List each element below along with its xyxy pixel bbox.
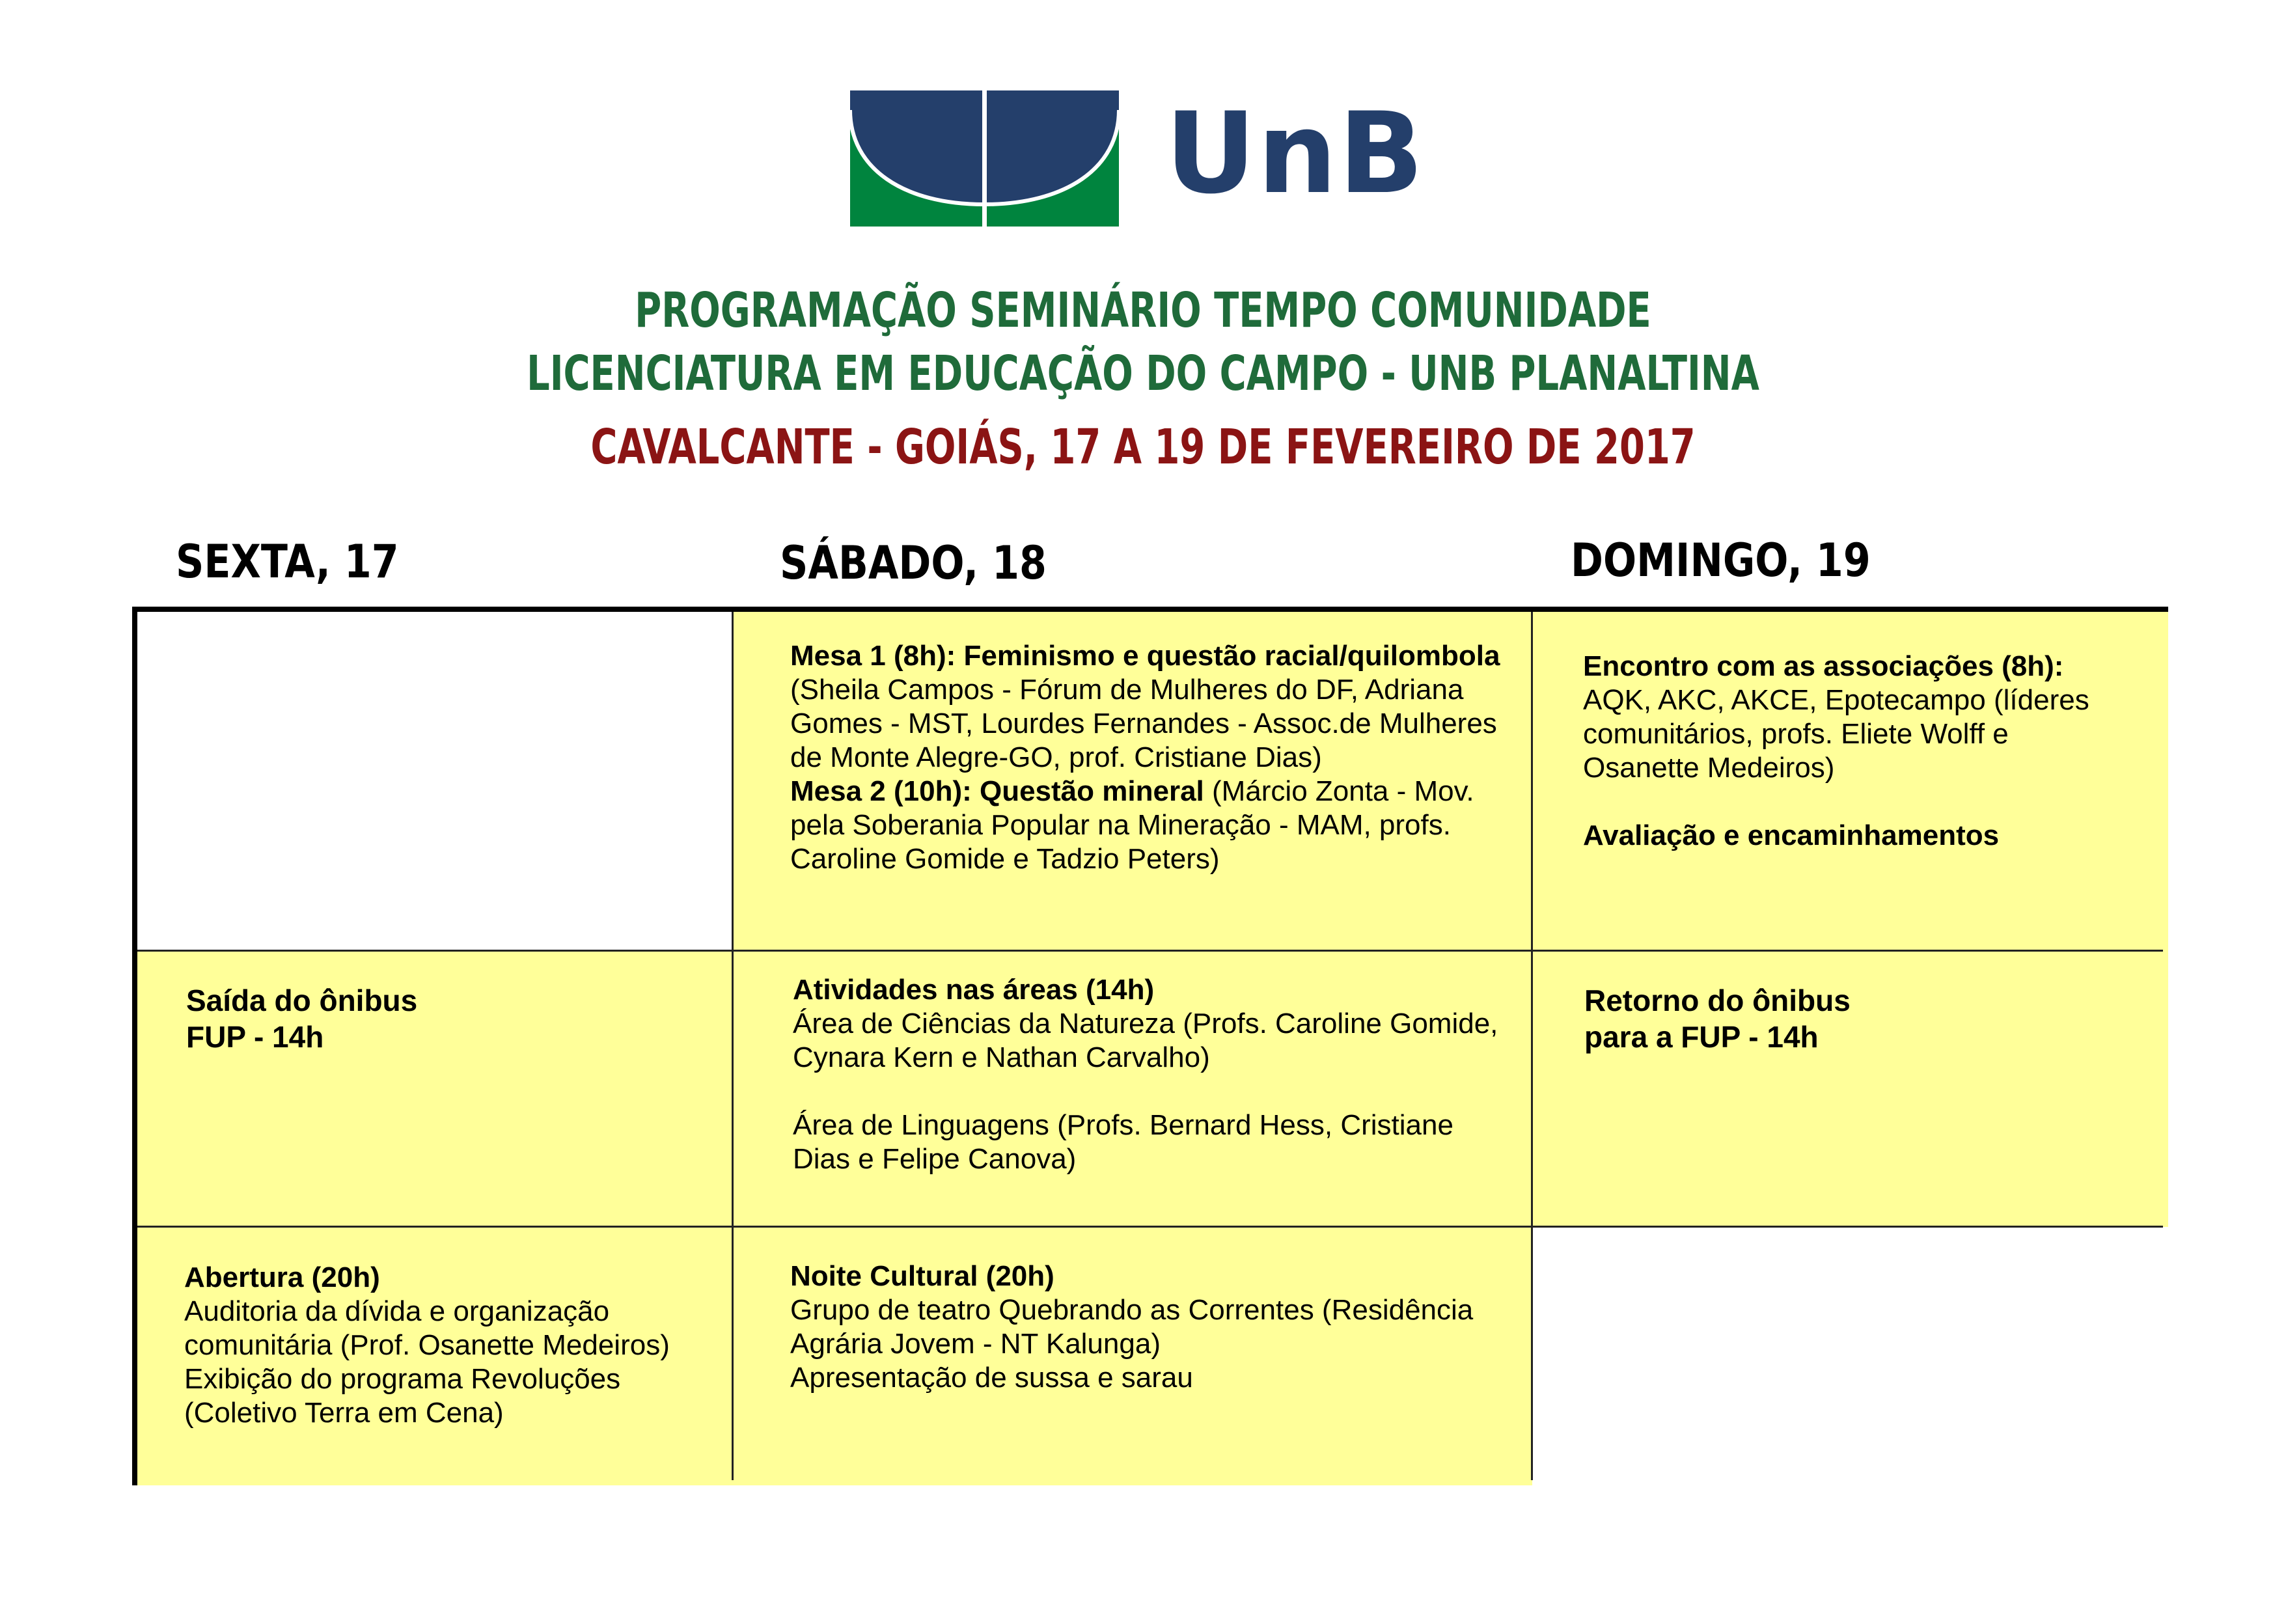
day-header-saturday: SÁBADO, 18 <box>780 536 1047 590</box>
cell-saturday-afternoon <box>733 951 1532 1227</box>
area-nature-sciences: Área de Ciências da Natureza (Profs. Caroline Gomide, Cynara Kern e Nathan Carvalho) <box>793 1008 1498 1073</box>
opening-audit: Auditoria da dívida e organização comunitária (Prof. Osanette Medeiros) <box>184 1295 670 1361</box>
bus-departure: Saída do ônibus <box>186 984 418 1017</box>
bus-departure-time: FUP - 14h <box>186 1020 324 1054</box>
mesa2-text: (Márcio Zonta - Mov. pela Soberania Popular na Mineração - MAM, profs. Caroline Gomide e Tadzio Peters) <box>790 775 1474 875</box>
cell-friday-evening <box>137 1227 733 1485</box>
cell-sunday-morning <box>1532 612 2168 951</box>
associations-title: Encontro com as associações (8h): <box>1583 650 2064 682</box>
cell-sunday-afternoon <box>1532 951 2168 1227</box>
cultural-night-title: Noite Cultural (20h) <box>790 1260 1054 1292</box>
cultural-night-sussa: Apresentação de sussa e sarau <box>790 1362 1193 1394</box>
bus-return: Retorno do ônibus <box>1584 984 1851 1017</box>
title-line-3: CAVALCANTE - GOIÁS, 17 A 19 DE FEVEREIRO DE 2017 <box>590 419 1696 475</box>
cell-saturday-morning <box>733 612 1532 951</box>
row-divider-2 <box>137 1226 2163 1228</box>
opening-screening: Exibição do programa Revoluções (Coletivo Terra em Cena) <box>184 1363 621 1429</box>
day-header-friday: SEXTA, 17 <box>176 535 399 588</box>
cultural-night-theater: Grupo de teatro Quebrando as Correntes (Residência Agrária Jovem - NT Kalunga) <box>790 1294 1474 1360</box>
opening-title: Abertura (20h) <box>184 1261 380 1293</box>
cell-friday-morning <box>137 612 733 951</box>
cell-sunday-evening <box>1532 1227 2168 1485</box>
cell-friday-afternoon <box>137 951 733 1227</box>
area-languages: Área de Linguagens (Profs. Bernard Hess, Cristiane Dias e Felipe Canova) <box>793 1109 1453 1175</box>
associations-text: AQK, AKC, AKCE, Epotecampo (líderes comunitários, profs. Eliete Wolff e Osanette Medeiros) <box>1583 684 2089 784</box>
column-divider-1 <box>732 612 734 1480</box>
mesa1-text: (Sheila Campos - Fórum de Mulheres do DF, Adriana Gomes - MST, Lourdes Fernandes - Assoc.de Mulheres de Monte Alegre-GO, prof. Cristiane Dias) <box>790 674 1497 773</box>
unb-logo-emblem <box>850 90 1119 227</box>
row-divider-1 <box>137 950 2163 952</box>
mesa1-title: Mesa 1 (8h): Feminismo e questão racial/quilombola <box>790 640 1500 672</box>
day-header-sunday: DOMINGO, 19 <box>1571 534 1871 587</box>
mesa2-title: Mesa 2 (10h): Questão mineral <box>790 775 1204 807</box>
bus-return-time: para a FUP - 14h <box>1584 1020 1819 1054</box>
column-divider-2 <box>1531 612 1533 1480</box>
schedule-table <box>132 607 2168 1485</box>
unb-emblem-icon <box>850 90 1119 227</box>
title-line-2: LICENCIATURA EM EDUCAÇÃO DO CAMPO - UNB PLANALTINA <box>527 346 1759 402</box>
title-line-1: PROGRAMAÇÃO SEMINÁRIO TEMPO COMUNIDADE <box>635 282 1651 338</box>
evaluation-text: Avaliação e encaminhamentos <box>1583 819 2000 851</box>
areas-title: Atividades nas áreas (14h) <box>793 974 1155 1006</box>
cell-saturday-evening <box>733 1227 1532 1485</box>
unb-logo-text: UnB <box>1165 88 1425 219</box>
